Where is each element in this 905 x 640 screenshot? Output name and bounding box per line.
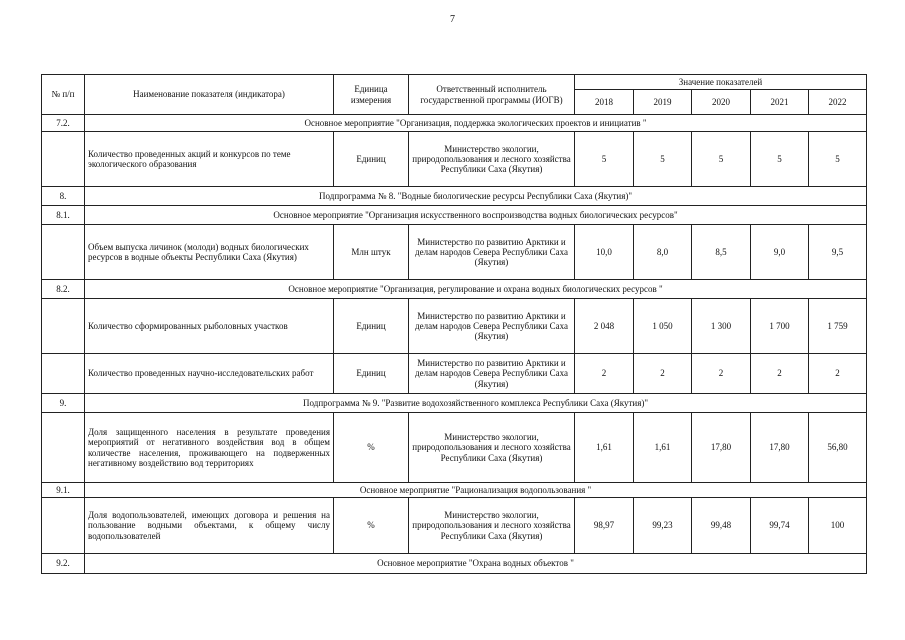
section-title: Подпрограмма № 8. "Водные биологические ресурсы Республики Саха (Якутия)" [85, 187, 867, 206]
indicator-row [42, 225, 867, 280]
indicator-row [42, 354, 867, 394]
indicator-value: 98,97 [575, 498, 634, 554]
indicator-unit: Единиц [334, 354, 409, 394]
section-number: 8. [42, 187, 85, 206]
indicator-name: Количество проведенных научно-исследовательских работ [85, 354, 334, 394]
indicator-name: Доля защищенного населения в результате проведения мероприятий от негативного воздействия вод в общем количестве населения, проживающего на подверженных негативному воздействию вод территориях [85, 413, 334, 483]
section-number: 8.2. [42, 280, 85, 299]
header-row [42, 75, 867, 90]
empty-cell [42, 299, 85, 354]
empty-cell [42, 354, 85, 394]
indicator-value: 10,0 [575, 225, 634, 280]
section-title: Основное мероприятие "Рационализация водопользования " [85, 483, 867, 498]
indicator-row [42, 498, 867, 554]
indicator-name: Объем выпуска личинок (молоди) водных биологических ресурсов в водные объекты Республики Саха (Якутия) [85, 225, 334, 280]
header-executor: Ответственный исполнитель государственной программы (ИОГВ) [409, 75, 575, 115]
indicator-executor: Министерство экологии, природопользования и лесного хозяйства Республики Саха (Якутия) [409, 413, 575, 483]
section-row [42, 206, 867, 225]
section-row [42, 483, 867, 498]
indicator-value: 56,80 [809, 413, 867, 483]
section-row [42, 394, 867, 413]
section-title: Подпрограмма № 9. "Развитие водохозяйственного комплекса Республики Саха (Якутия)" [85, 394, 867, 413]
indicator-value: 2 [575, 354, 634, 394]
section-row [42, 554, 867, 574]
indicator-row [42, 132, 867, 187]
indicator-unit: Единиц [334, 299, 409, 354]
indicator-value: 5 [809, 132, 867, 187]
indicator-value: 100 [809, 498, 867, 554]
page-number: 7 [450, 14, 455, 25]
header-year: 2020 [692, 90, 751, 115]
header-num: № п/п [42, 75, 85, 115]
indicator-name: Количество проведенных акций и конкурсов по теме экологического образования [85, 132, 334, 187]
indicator-value: 1 050 [634, 299, 692, 354]
indicator-executor: Министерство по развитию Арктики и делам народов Севера Республики Саха (Якутия) [409, 354, 575, 394]
indicator-value: 5 [634, 132, 692, 187]
section-title: Основное мероприятие "Охрана водных объектов " [85, 554, 867, 574]
section-number: 9.1. [42, 483, 85, 498]
indicator-unit: Единиц [334, 132, 409, 187]
indicator-value: 1,61 [575, 413, 634, 483]
indicator-executor: Министерство экологии, природопользования и лесного хозяйства Республики Саха (Якутия) [409, 498, 575, 554]
empty-cell [42, 413, 85, 483]
header-year: 2021 [751, 90, 809, 115]
indicator-value: 5 [751, 132, 809, 187]
indicator-name: Количество сформированных рыболовных участков [85, 299, 334, 354]
header-unit: Единица измерения [334, 75, 409, 115]
indicator-value: 5 [575, 132, 634, 187]
section-row [42, 187, 867, 206]
indicator-value: 99,48 [692, 498, 751, 554]
section-title: Основное мероприятие "Организация искусственного воспроизводства водных биологических ресурсов" [85, 206, 867, 225]
section-number: 9.2. [42, 554, 85, 574]
indicator-value: 17,80 [751, 413, 809, 483]
indicator-row [42, 299, 867, 354]
indicators-table [41, 74, 867, 574]
indicator-unit: Млн штук [334, 225, 409, 280]
section-number: 8.1. [42, 206, 85, 225]
indicator-value: 9,5 [809, 225, 867, 280]
indicator-value: 2 048 [575, 299, 634, 354]
indicator-value: 1 300 [692, 299, 751, 354]
header-values-group: Значение показателей [575, 75, 867, 90]
indicator-value: 8,5 [692, 225, 751, 280]
section-number: 9. [42, 394, 85, 413]
empty-cell [42, 498, 85, 554]
indicator-value: 17,80 [692, 413, 751, 483]
section-title: Основное мероприятие "Организация, регулирование и охрана водных биологических ресурсов " [85, 280, 867, 299]
indicator-value: 9,0 [751, 225, 809, 280]
header-year: 2019 [634, 90, 692, 115]
section-number: 7.2. [42, 115, 85, 132]
indicator-unit: % [334, 413, 409, 483]
section-row [42, 280, 867, 299]
header-year: 2018 [575, 90, 634, 115]
indicator-value: 2 [634, 354, 692, 394]
indicator-executor: Министерство по развитию Арктики и делам народов Севера Республики Саха (Якутия) [409, 225, 575, 280]
indicator-value: 1,61 [634, 413, 692, 483]
indicator-value: 99,23 [634, 498, 692, 554]
indicator-value: 99,74 [751, 498, 809, 554]
empty-cell [42, 132, 85, 187]
indicator-value: 2 [751, 354, 809, 394]
indicator-executor: Министерство по развитию Арктики и делам народов Севера Республики Саха (Якутия) [409, 299, 575, 354]
indicator-value: 5 [692, 132, 751, 187]
header-name: Наименование показателя (индикатора) [85, 75, 334, 115]
indicator-unit: % [334, 498, 409, 554]
indicator-row [42, 413, 867, 483]
indicator-value: 2 [809, 354, 867, 394]
indicator-value: 1 759 [809, 299, 867, 354]
header-year: 2022 [809, 90, 867, 115]
section-row [42, 115, 867, 132]
indicator-value: 1 700 [751, 299, 809, 354]
indicator-name: Доля водопользователей, имеющих договора и решения на пользование водными объектами, к общему числу водопользователей [85, 498, 334, 554]
empty-cell [42, 225, 85, 280]
indicator-executor: Министерство экологии, природопользования и лесного хозяйства Республики Саха (Якутия) [409, 132, 575, 187]
section-title: Основное мероприятие "Организация, поддержка экологических проектов и инициатив " [85, 115, 867, 132]
indicator-value: 8,0 [634, 225, 692, 280]
indicator-value: 2 [692, 354, 751, 394]
